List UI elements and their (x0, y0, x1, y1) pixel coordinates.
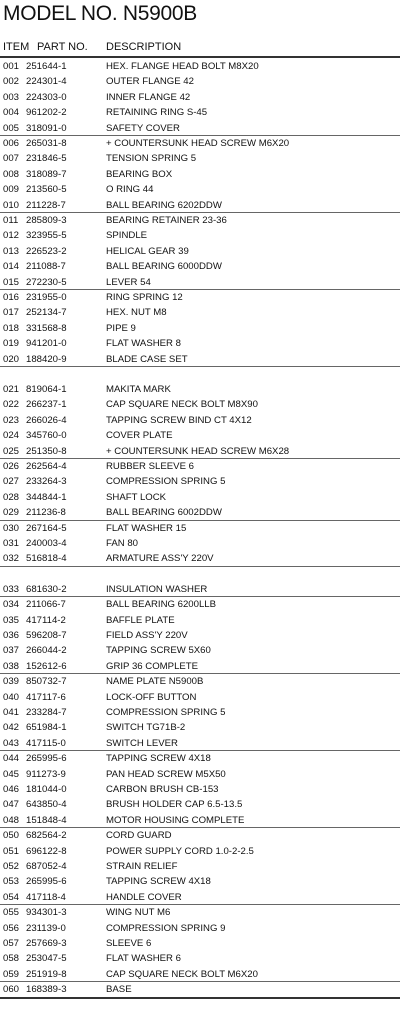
item-number: 010 (3, 199, 20, 211)
part-description: BAFFLE PLATE (106, 614, 175, 626)
table-row (0, 336, 400, 351)
part-description: RING SPRING 12 (106, 292, 183, 303)
table-row (0, 90, 400, 105)
table-row (0, 228, 400, 243)
part-number: 651984-1 (26, 722, 67, 734)
item-number: 030 (3, 522, 20, 534)
item-number: 007 (3, 153, 20, 165)
item-number: 050 (3, 830, 20, 842)
item-number: 008 (3, 168, 20, 180)
table-row (0, 505, 400, 520)
item-number: 001 (3, 61, 20, 72)
part-description: WING NUT M6 (106, 907, 171, 919)
part-number: 181044-0 (26, 784, 67, 795)
item-number: 046 (3, 784, 20, 795)
table-row (0, 582, 400, 597)
table-row (0, 551, 400, 566)
item-number: 031 (3, 538, 20, 549)
part-number: 961202-2 (26, 107, 67, 119)
item-number: 037 (3, 645, 20, 657)
item-number: 027 (3, 476, 20, 488)
part-description: BASE (106, 984, 132, 996)
header-item: ITEM (3, 41, 30, 53)
item-number: 024 (3, 430, 20, 442)
part-number: 265995-6 (26, 876, 67, 888)
part-description: SAFETY COVER (106, 122, 180, 134)
part-description: MOTOR HOUSING COMPLETE (106, 814, 245, 826)
part-number: 417117-6 (26, 691, 66, 703)
item-number: 018 (3, 322, 20, 334)
part-description: BALL BEARING 6200LLB (106, 599, 217, 611)
table-row (0, 828, 400, 843)
item-number: 002 (3, 76, 20, 88)
table-row (0, 874, 400, 889)
part-description: MAKITA MARK (106, 384, 171, 395)
part-number: 285809-3 (26, 215, 67, 226)
table-row (0, 474, 400, 489)
part-number: 233284-7 (26, 707, 67, 718)
table-row (0, 736, 400, 751)
part-number: 272230-5 (26, 276, 67, 288)
part-number: 151848-4 (26, 814, 67, 826)
table-row (0, 767, 400, 782)
item-number: 021 (3, 384, 20, 395)
part-description: NAME PLATE N5900B (106, 676, 204, 688)
part-description: COVER PLATE (106, 430, 173, 442)
item-number: 052 (3, 861, 20, 872)
part-number: 417114-2 (26, 614, 66, 626)
part-number: 267164-5 (26, 522, 67, 534)
table-row (0, 413, 400, 428)
item-number: 044 (3, 753, 20, 765)
table-row (0, 936, 400, 951)
part-description: FLAT WASHER 6 (106, 953, 181, 965)
item-number: 041 (3, 707, 20, 718)
item-number: 053 (3, 876, 20, 888)
part-number: 687052-4 (26, 861, 67, 872)
part-description: PAN HEAD SCREW M5X50 (106, 768, 226, 780)
header-rule (0, 56, 400, 58)
item-number: 006 (3, 138, 20, 149)
table-row (0, 305, 400, 320)
part-description: LEVER 54 (106, 276, 151, 288)
table-row (0, 59, 400, 74)
item-number: 023 (3, 414, 20, 426)
part-description: + COUNTERSUNK HEAD SCREW M6X28 (106, 445, 290, 457)
item-number: 004 (3, 107, 20, 119)
part-description: SHAFT LOCK (106, 491, 167, 503)
table-row (0, 167, 400, 182)
part-description: INNER FLANGE 42 (106, 91, 191, 103)
item-number: 016 (3, 292, 20, 303)
part-description: TAPPING SCREW 4X18 (106, 753, 211, 765)
part-number: 323955-5 (26, 230, 67, 242)
part-number: 251350-8 (26, 445, 67, 457)
part-number: 252134-7 (26, 307, 67, 319)
table-row (0, 121, 400, 136)
part-description: LOCK-OFF BUTTON (106, 691, 197, 703)
item-number: 035 (3, 614, 20, 626)
part-number: 596208-7 (26, 630, 67, 641)
part-number: 231139-0 (26, 922, 66, 934)
part-description: TENSION SPRING 5 (106, 153, 197, 165)
part-description: COMPRESSION SPRING 5 (106, 707, 226, 718)
part-description: BALL BEARING 6000DDW (106, 261, 222, 273)
part-number: 682564-2 (26, 830, 67, 842)
table-bottom-rule (0, 997, 400, 999)
table-row (0, 151, 400, 166)
part-number: 231955-0 (26, 292, 67, 303)
part-number: 696122-8 (26, 845, 67, 857)
part-description: TAPPING SCREW BIND CT 4X12 (106, 414, 252, 426)
part-description: HEX. NUT M8 (106, 307, 167, 319)
part-description: PIPE 9 (106, 322, 136, 334)
part-number: 331568-8 (26, 322, 67, 334)
table-row (0, 321, 400, 336)
item-number: 013 (3, 245, 20, 257)
part-number: 224303-0 (26, 91, 67, 103)
item-number: 043 (3, 737, 20, 749)
part-number: 211066-7 (26, 599, 66, 611)
part-number: 417115-0 (26, 737, 66, 749)
part-number: 251919-8 (26, 968, 67, 980)
table-row (0, 967, 400, 982)
part-description: BRUSH HOLDER CAP 6.5-13.5 (106, 799, 243, 811)
table-row (0, 459, 400, 474)
item-number: 042 (3, 722, 20, 734)
table-row (0, 720, 400, 735)
part-number: 516818-4 (26, 553, 67, 565)
table-row (0, 521, 400, 536)
part-description: BALL BEARING 6002DDW (106, 507, 222, 519)
part-number: 211236-8 (26, 507, 66, 519)
part-description: CAP SQUARE NECK BOLT M8X90 (106, 399, 258, 411)
table-row (0, 659, 400, 674)
part-description: COMPRESSION SPRING 9 (106, 922, 226, 934)
item-number: 038 (3, 660, 20, 672)
part-number: 318091-0 (26, 122, 67, 134)
part-number: 318089-7 (26, 168, 67, 180)
item-number: 051 (3, 845, 20, 857)
item-number: 036 (3, 630, 20, 641)
table-row (0, 198, 400, 213)
table-row (0, 813, 400, 828)
item-number: 033 (3, 583, 20, 595)
part-number: 681630-2 (26, 583, 67, 595)
part-description: BEARING BOX (106, 168, 173, 180)
part-number: 233264-3 (26, 476, 67, 488)
item-number: 020 (3, 353, 20, 365)
item-number: 055 (3, 907, 20, 919)
part-number: 345760-0 (26, 430, 67, 442)
part-description: SPINDLE (106, 230, 148, 242)
part-number: 934301-3 (26, 907, 67, 919)
item-number: 025 (3, 445, 20, 457)
part-number: 643850-4 (26, 799, 67, 811)
table-row (0, 259, 400, 274)
part-description: HEX. FLANGE HEAD BOLT M8X20 (106, 61, 259, 72)
table-row (0, 905, 400, 920)
item-number: 040 (3, 691, 20, 703)
item-number: 034 (3, 599, 20, 611)
item-number: 009 (3, 184, 20, 196)
item-number: 017 (3, 307, 20, 319)
part-number: 253047-5 (26, 953, 67, 965)
part-description: FIELD ASS'Y 220V (106, 630, 188, 641)
item-number: 029 (3, 507, 20, 519)
part-number: 168389-3 (26, 984, 67, 996)
item-number: 022 (3, 399, 20, 411)
part-number: 257669-3 (26, 938, 67, 949)
item-number: 047 (3, 799, 20, 811)
table-row (0, 352, 400, 367)
part-description: INSULATION WASHER (106, 583, 208, 595)
header-part-no: PART NO. (37, 41, 88, 53)
part-description: SWITCH TG71B-2 (106, 722, 186, 734)
item-number: 045 (3, 768, 20, 780)
header-description: DESCRIPTION (106, 41, 182, 53)
part-description: CARBON BRUSH CB-153 (106, 784, 219, 795)
table-row (0, 751, 400, 766)
table-row (0, 382, 400, 397)
table-row (0, 674, 400, 689)
part-number: 231846-5 (26, 153, 67, 165)
table-row (0, 921, 400, 936)
part-number: 262564-4 (26, 461, 67, 472)
part-description: POWER SUPPLY CORD 1.0-2-2.5 (106, 845, 254, 857)
part-description: + COUNTERSUNK HEAD SCREW M6X20 (106, 138, 290, 149)
part-number: 188420-9 (26, 353, 67, 365)
part-number: 344844-1 (26, 491, 67, 503)
table-header (0, 41, 400, 55)
table-row (0, 105, 400, 120)
item-number: 019 (3, 338, 20, 350)
table-row (0, 397, 400, 412)
part-description: BLADE CASE SET (106, 353, 188, 365)
part-description: HELICAL GEAR 39 (106, 245, 189, 257)
table-row (0, 890, 400, 905)
table-row (0, 213, 400, 228)
item-number: 032 (3, 553, 20, 565)
item-number: 003 (3, 91, 20, 103)
table-row (0, 951, 400, 966)
item-number: 054 (3, 891, 20, 903)
table-row (0, 782, 400, 797)
table-row (0, 490, 400, 505)
item-number: 060 (3, 984, 20, 996)
table-row (0, 613, 400, 628)
table-row (0, 182, 400, 197)
part-number: 211088-7 (26, 261, 66, 273)
item-number: 011 (3, 215, 19, 226)
part-number: 266044-2 (26, 645, 67, 657)
item-number: 026 (3, 461, 20, 472)
part-description: TAPPING SCREW 4X18 (106, 876, 211, 888)
table-row (0, 74, 400, 89)
item-number: 059 (3, 968, 20, 980)
part-description: FAN 80 (106, 538, 138, 549)
table-row (0, 428, 400, 443)
part-description: SLEEVE 6 (106, 938, 152, 949)
item-number: 012 (3, 230, 20, 242)
item-number: 015 (3, 276, 20, 288)
part-description: RUBBER SLEEVE 6 (106, 461, 194, 472)
part-number: 819064-1 (26, 384, 67, 395)
table-row (0, 244, 400, 259)
part-number: 240003-4 (26, 538, 67, 549)
table-row (0, 844, 400, 859)
part-number: 850732-7 (26, 676, 67, 688)
part-number: 152612-6 (26, 660, 67, 672)
part-number: 266026-4 (26, 414, 67, 426)
group-separator (0, 366, 400, 367)
group-separator (0, 566, 400, 567)
table-row (0, 444, 400, 459)
part-number: 941201-0 (26, 338, 67, 350)
part-number: 265031-8 (26, 138, 67, 149)
table-row (0, 136, 400, 151)
part-number: 213560-5 (26, 184, 67, 196)
item-number: 014 (3, 261, 20, 273)
item-number: 048 (3, 814, 20, 826)
part-description: OUTER FLANGE 42 (106, 76, 194, 88)
page-title: MODEL NO. N5900B (3, 2, 197, 25)
part-number: 417118-4 (26, 891, 66, 903)
item-number: 005 (3, 122, 20, 134)
item-number: 057 (3, 938, 20, 949)
part-description: RETAINING RING S-45 (106, 107, 208, 119)
part-number: 224301-4 (26, 76, 67, 88)
part-number: 226523-2 (26, 245, 67, 257)
part-description: FLAT WASHER 15 (106, 522, 187, 534)
table-row (0, 597, 400, 612)
part-description: ARMATURE ASS'Y 220V (106, 553, 214, 565)
table-row (0, 290, 400, 305)
item-number: 056 (3, 922, 20, 934)
part-description: SWITCH LEVER (106, 737, 178, 749)
table-row (0, 705, 400, 720)
part-number: 265995-6 (26, 753, 67, 765)
part-number: 266237-1 (26, 399, 67, 411)
part-description: BALL BEARING 6202DDW (106, 199, 222, 211)
part-description: GRIP 36 COMPLETE (106, 660, 199, 672)
part-number: 251644-1 (26, 61, 67, 72)
item-number: 028 (3, 491, 20, 503)
table-row (0, 628, 400, 643)
table-row (0, 859, 400, 874)
part-description: HANDLE COVER (106, 891, 182, 903)
table-row (0, 536, 400, 551)
part-number: 911273-9 (26, 768, 66, 780)
part-description: STRAIN RELIEF (106, 861, 178, 872)
part-description: O RING 44 (106, 184, 154, 196)
part-description: FLAT WASHER 8 (106, 338, 181, 350)
part-description: BEARING RETAINER 23-36 (106, 215, 227, 226)
part-description: TAPPING SCREW 5X60 (106, 645, 211, 657)
table-row (0, 690, 400, 705)
part-description: CAP SQUARE NECK BOLT M6X20 (106, 968, 258, 980)
part-description: CORD GUARD (106, 830, 172, 842)
item-number: 058 (3, 953, 20, 965)
item-number: 039 (3, 676, 20, 688)
table-row (0, 797, 400, 812)
table-row (0, 982, 400, 997)
table-row (0, 275, 400, 290)
part-number: 211228-7 (26, 199, 66, 211)
part-description: COMPRESSION SPRING 5 (106, 476, 226, 488)
table-row (0, 643, 400, 658)
